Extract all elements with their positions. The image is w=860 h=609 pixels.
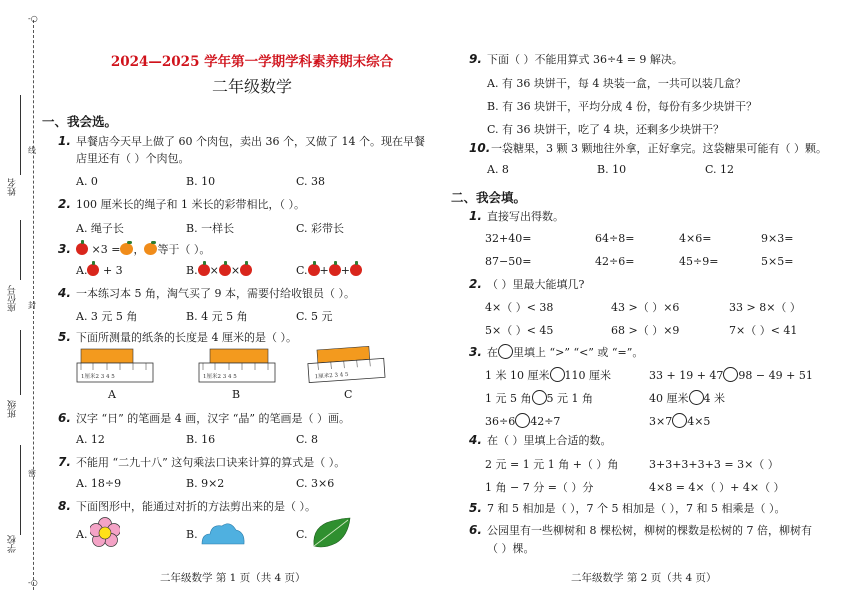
page-footer: 二年级数学 第 2 页（共 4 页） xyxy=(571,572,717,584)
option-c[interactable]: C. xyxy=(296,528,308,541)
apple-icon xyxy=(308,264,320,276)
question-7: 7. 不能用 “二九十八” 这句乘法口诀来计算的算式是（ ）。 xyxy=(58,455,346,469)
question-6: 6. 汉字 “日” 的笔画是 4 画，汉字 “晶” 的笔画是（ ）画。 xyxy=(58,411,350,425)
calc-item[interactable]: 9×3= xyxy=(761,232,794,245)
option-c[interactable]: C. 有 36 块饼干，吃了 4 块，还剩多少块饼干？ xyxy=(487,123,724,136)
question-2-4: 4. 在（ ）里填上合适的数。 xyxy=(469,433,612,447)
compare-item: 1 元 5 角 5 元 1 角 xyxy=(485,392,593,405)
option-b[interactable]: B. 4 元 5 角 xyxy=(186,310,248,323)
option-c[interactable]: C. + + xyxy=(296,264,362,277)
option-a[interactable]: A. 绳子长 xyxy=(76,222,124,235)
calc-item[interactable]: 32+40= xyxy=(485,232,532,245)
compare-item: 33 + 19 + 47 98 − 49 + 51 xyxy=(649,369,813,382)
orange-icon xyxy=(144,243,157,255)
fill-item[interactable]: 4×（ ）< 38 xyxy=(485,301,554,314)
fill-item[interactable]: 7×（ ）< 41 xyxy=(729,324,798,337)
question-5: 5. 下面所测量的纸条的长度是 4 厘米的是（ ）。 xyxy=(58,330,297,344)
option-b[interactable]: B xyxy=(232,388,241,401)
apple-icon xyxy=(76,243,88,255)
option-b[interactable]: B. xyxy=(186,528,198,541)
answer-circle[interactable] xyxy=(550,367,565,382)
school-label: 学校 xyxy=(8,535,18,553)
apple-icon xyxy=(240,264,252,276)
apple-icon xyxy=(87,264,99,276)
compare-item: 36÷6 42÷7 xyxy=(485,415,561,428)
option-b[interactable]: B. 10 xyxy=(597,163,627,176)
option-a[interactable]: A. 18÷9 xyxy=(76,477,122,490)
option-c[interactable]: C. 38 xyxy=(296,175,326,188)
question-2-1: 1. 直接写出得数。 xyxy=(469,209,564,223)
question-2-2: 2. （ ）里最大能填几? xyxy=(469,277,585,291)
school-field[interactable] xyxy=(20,445,21,535)
compare-item: 40 厘米 4 米 xyxy=(649,392,725,405)
option-a[interactable]: A. + 3 xyxy=(76,264,123,277)
question-10: 10.一袋糖果，3 颗 3 颗地往外拿，正好拿完。这袋糖果可能有（ ）颗。 xyxy=(469,141,827,155)
option-b[interactable]: B. 有 36 块饼干，平均分成 4 份，每份有多少块饼干？ xyxy=(487,100,758,113)
option-a[interactable]: A. xyxy=(76,528,88,541)
answer-circle[interactable] xyxy=(689,390,704,405)
option-c[interactable]: C xyxy=(344,388,353,401)
question-2-3: 3. 在 里填上 “>” “<” 或 “=”。 xyxy=(469,345,644,359)
section-heading-choose: 一、我会选。 xyxy=(42,114,118,129)
ruler-figure-c xyxy=(306,344,388,386)
exam-title: 2024—2025 学年第一学期学科素养期末综合 xyxy=(110,54,394,70)
page-1 xyxy=(42,0,433,609)
binding-mark: -○ xyxy=(28,14,38,23)
binding-mark-secret: 密 xyxy=(28,469,36,478)
option-c[interactable]: C. 5 元 xyxy=(296,310,333,323)
svg-text:1厘米2 3 4 5: 1厘米2 3 4 5 xyxy=(314,371,349,381)
option-c[interactable]: C. 3×6 xyxy=(296,477,335,490)
question-4: 4. 一本练习本 5 角，淘气买了 9 本，需要付给收银员（ ）。 xyxy=(58,286,355,300)
option-a[interactable]: A. 3 元 5 角 xyxy=(76,310,138,323)
name-field[interactable] xyxy=(20,95,21,175)
compare-circle xyxy=(498,344,513,359)
answer-circle[interactable] xyxy=(723,367,738,382)
class-field[interactable] xyxy=(20,330,21,395)
option-a[interactable]: A. 0 xyxy=(76,175,98,188)
compare-item: 1 米 10 厘米 110 厘米 xyxy=(485,369,611,382)
svg-text:1厘米2 3 4 5: 1厘米2 3 4 5 xyxy=(203,374,237,380)
fill-item[interactable]: 5×（ ）< 45 xyxy=(485,324,554,337)
name-label: 姓名 xyxy=(8,178,18,196)
class-label: 班级 xyxy=(8,400,18,418)
calc-item[interactable]: 64÷8= xyxy=(595,232,635,245)
question-3: 3. ×3 = ， 等于（ ）。 xyxy=(58,242,211,256)
ruler-figure-b xyxy=(198,346,278,384)
calc-item[interactable]: 45÷9= xyxy=(679,255,719,268)
option-c[interactable]: C. 12 xyxy=(705,163,735,176)
fill-item[interactable]: 3+3+3+3+3 = 3×（ ） xyxy=(649,458,779,471)
option-c[interactable]: C. 彩带长 xyxy=(296,222,345,235)
question-2-6: 6. 公园里有一些柳树和 8 棵松树，柳树的棵数是松树的 7 倍，柳树有 xyxy=(469,523,812,537)
fill-item[interactable]: 33 > 8×（ ） xyxy=(729,301,801,314)
option-b[interactable]: B. × × xyxy=(186,264,252,277)
fill-item[interactable]: 1 角 − 7 分 =（ ）分 xyxy=(485,481,594,494)
question-2: 2. 100 厘米长的绳子和 1 米长的彩带相比，（ ）。 xyxy=(58,197,305,211)
question-1-cont: 店里还有（ ）个肉包。 xyxy=(76,152,190,165)
calc-item[interactable]: 87−50= xyxy=(485,255,532,268)
fill-item[interactable]: 4×8 = 4×（ ）+ 4×（ ） xyxy=(649,481,785,494)
page-2 xyxy=(445,0,845,609)
fill-item[interactable]: 2 元 = 1 元 1 角 +（ ）角 xyxy=(485,458,619,471)
option-a[interactable]: A. 8 xyxy=(487,163,509,176)
option-a[interactable]: A. 有 36 块饼干，每 4 块装一盒，一共可以装几盒？ xyxy=(487,77,746,90)
option-b[interactable]: B. 16 xyxy=(186,433,216,446)
option-b[interactable]: B. 10 xyxy=(186,175,216,188)
answer-circle[interactable] xyxy=(672,413,687,428)
apple-icon xyxy=(329,264,341,276)
orange-icon xyxy=(120,243,133,255)
question-9: 9. 下面（ ）不能用算式 36÷4 = 9 解决。 xyxy=(469,52,683,66)
binding-margin xyxy=(0,0,38,609)
option-a[interactable]: A. 12 xyxy=(76,433,105,446)
fill-item[interactable]: 43 >（ ）×6 xyxy=(611,301,680,314)
calc-item[interactable]: 4×6= xyxy=(679,232,712,245)
binding-mark: -○ xyxy=(28,578,38,587)
page-footer: 二年级数学 第 1 页（共 4 页） xyxy=(160,572,306,584)
answer-circle[interactable] xyxy=(532,390,547,405)
subject-title: 二年级数学 xyxy=(211,77,292,96)
compare-item: 3×7 4×5 xyxy=(649,415,711,428)
question-2-6-cont: （ ）棵。 xyxy=(487,542,535,555)
calc-item[interactable]: 5×5= xyxy=(761,255,794,268)
apple-icon xyxy=(198,264,210,276)
option-a[interactable]: A xyxy=(108,388,116,401)
option-b[interactable]: B. 9×2 xyxy=(186,477,225,490)
seat-label: 座位号 xyxy=(8,285,18,312)
fill-item[interactable]: 68 >（ ）×9 xyxy=(611,324,680,337)
answer-circle[interactable] xyxy=(515,413,530,428)
question-1: 1. 早餐店今天早上做了 60 个肉包，卖出 36 个，又做了 14 个。现在早餐 xyxy=(58,134,425,148)
leaf-shape-icon xyxy=(310,516,352,550)
binding-mark-seal: 封 xyxy=(28,301,36,310)
svg-text:1厘米2 3 4 5: 1厘米2 3 4 5 xyxy=(81,374,115,380)
option-b[interactable]: B. 一样长 xyxy=(186,222,235,235)
cloud-shape-icon xyxy=(200,520,246,546)
option-c[interactable]: C. 8 xyxy=(296,433,319,446)
apple-icon xyxy=(350,264,362,276)
question-2-5: 5. 7 和 5 相加是（ ），7 个 5 相加是（ ），7 和 5 相乘是（ ）。 xyxy=(469,501,786,515)
binding-mark-line: 线 xyxy=(28,146,36,155)
question-8: 8. 下面图形中，能通过对折的方法剪出来的是（ ）。 xyxy=(58,499,316,513)
apple-icon xyxy=(219,264,231,276)
flower-shape-icon xyxy=(90,516,120,548)
seat-field[interactable] xyxy=(20,220,21,280)
section-heading-fill: 二、我会填。 xyxy=(451,190,527,205)
calc-item[interactable]: 42÷6= xyxy=(595,255,635,268)
ruler-figure-a xyxy=(76,346,156,384)
